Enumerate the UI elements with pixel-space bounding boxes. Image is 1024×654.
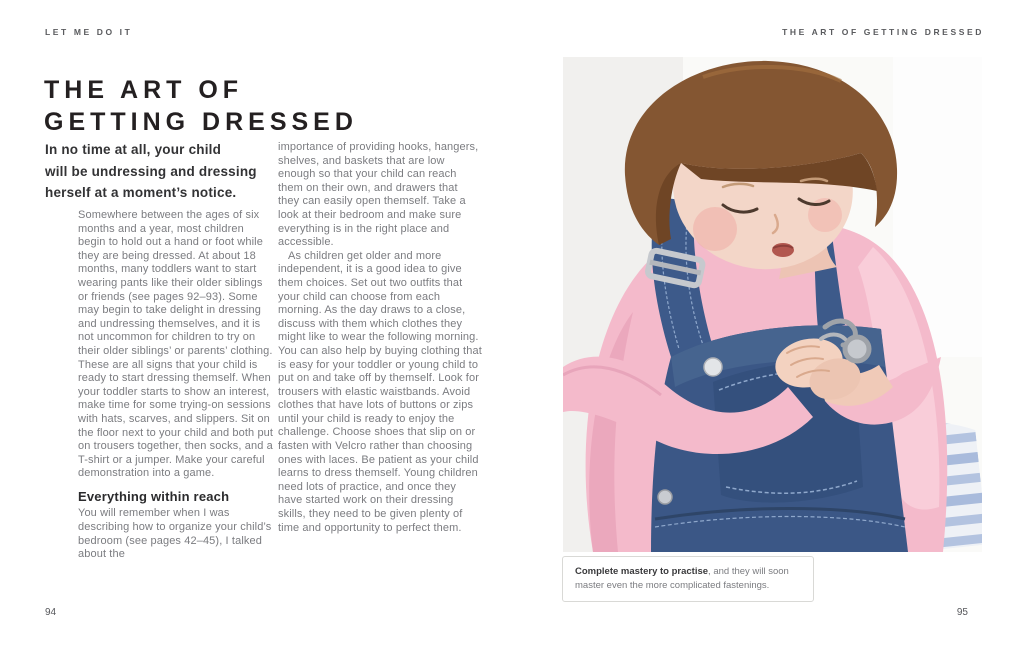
body-paragraph: importance of providing hooks, hangers, shelves, and baskets that are low enough so that your child can reach them on their own, and drawers that they can easily open themself. Take a look at their bedroom and make sure everything is in the right place and accessible. — [278, 141, 479, 249]
intro-standfirst — [45, 139, 257, 204]
text-column-right — [278, 141, 482, 535]
chapter-title — [44, 74, 358, 138]
side-button — [658, 490, 672, 504]
running-header-left: LET ME DO IT — [45, 27, 133, 37]
intro-line: will be undressing and dressing — [45, 163, 257, 179]
page-number-left: 94 — [45, 607, 57, 618]
body-paragraph: Somewhere between the ages of six months and a year, most children begin to hold out a hand or foot while they are being dressed. At about 18 months, many toddlers want to start wearing pants like their older siblings or friends (see pages 92–93). Some may begin to take delight in dressing and undressing themselves, and it is not uncommon for children to try on their older siblings’ or parents’ clothing. These are all signs that your child is ready to start dressing themself. When your toddler starts to show an interest, make time for some trying-on sessions with hats, scarves, and slippers. Sit on the floor next to your child and both put on trousers together, then socks, and a T-shirt or a jumper. Make your careful demonstration into a game. — [78, 209, 274, 480]
chapter-title-line2: GETTING DRESSED — [44, 108, 358, 136]
chapter-title-line1: THE ART OF — [44, 76, 244, 104]
body-paragraph: You will remember when I was describing how to organize your child’s bedroom (see pages 42–45), I talked about the — [78, 507, 272, 561]
body-paragraph: As children get older and more independent, it is a good idea to give them choices. Set out two outfits that your child can choose from each morning. As the day draws to a close, discuss with them which clothes they might like to wear the following morning. You can also help by buying clothing that is easy for your toddler or young child to put on and take off by themself. Look for trousers with elastic waistbands. Avoid clothes that have lots of buttons or zips until your child is ready to enjoy the challenge. Choose shoes that slip on or fasten with Velcro rather than choosing ones with laces. Be patient as your child learns to dress themself. Young children need lots of practice, and once they have started work on their dressing skills, they need to be given plenty of time and opportunity to perfect them. — [278, 249, 482, 534]
caption-rest: , and they will soon master even the more complicated fastenings. — [575, 566, 789, 591]
caption-lead: Complete mastery to practise — [575, 566, 709, 577]
page-number-right: 95 — [956, 607, 968, 618]
photo-child-dungarees — [563, 57, 982, 552]
running-header-right: THE ART OF GETTING DRESSED — [782, 27, 984, 37]
photo-caption — [562, 556, 814, 602]
section-subheading: Everything within reach — [78, 488, 230, 504]
photo-illustration — [563, 57, 982, 552]
intro-line: herself at a moment’s notice. — [45, 185, 237, 200]
text-column-left — [78, 209, 274, 562]
intro-line: In no time at all, your child — [45, 142, 222, 157]
bib-button — [704, 358, 722, 376]
